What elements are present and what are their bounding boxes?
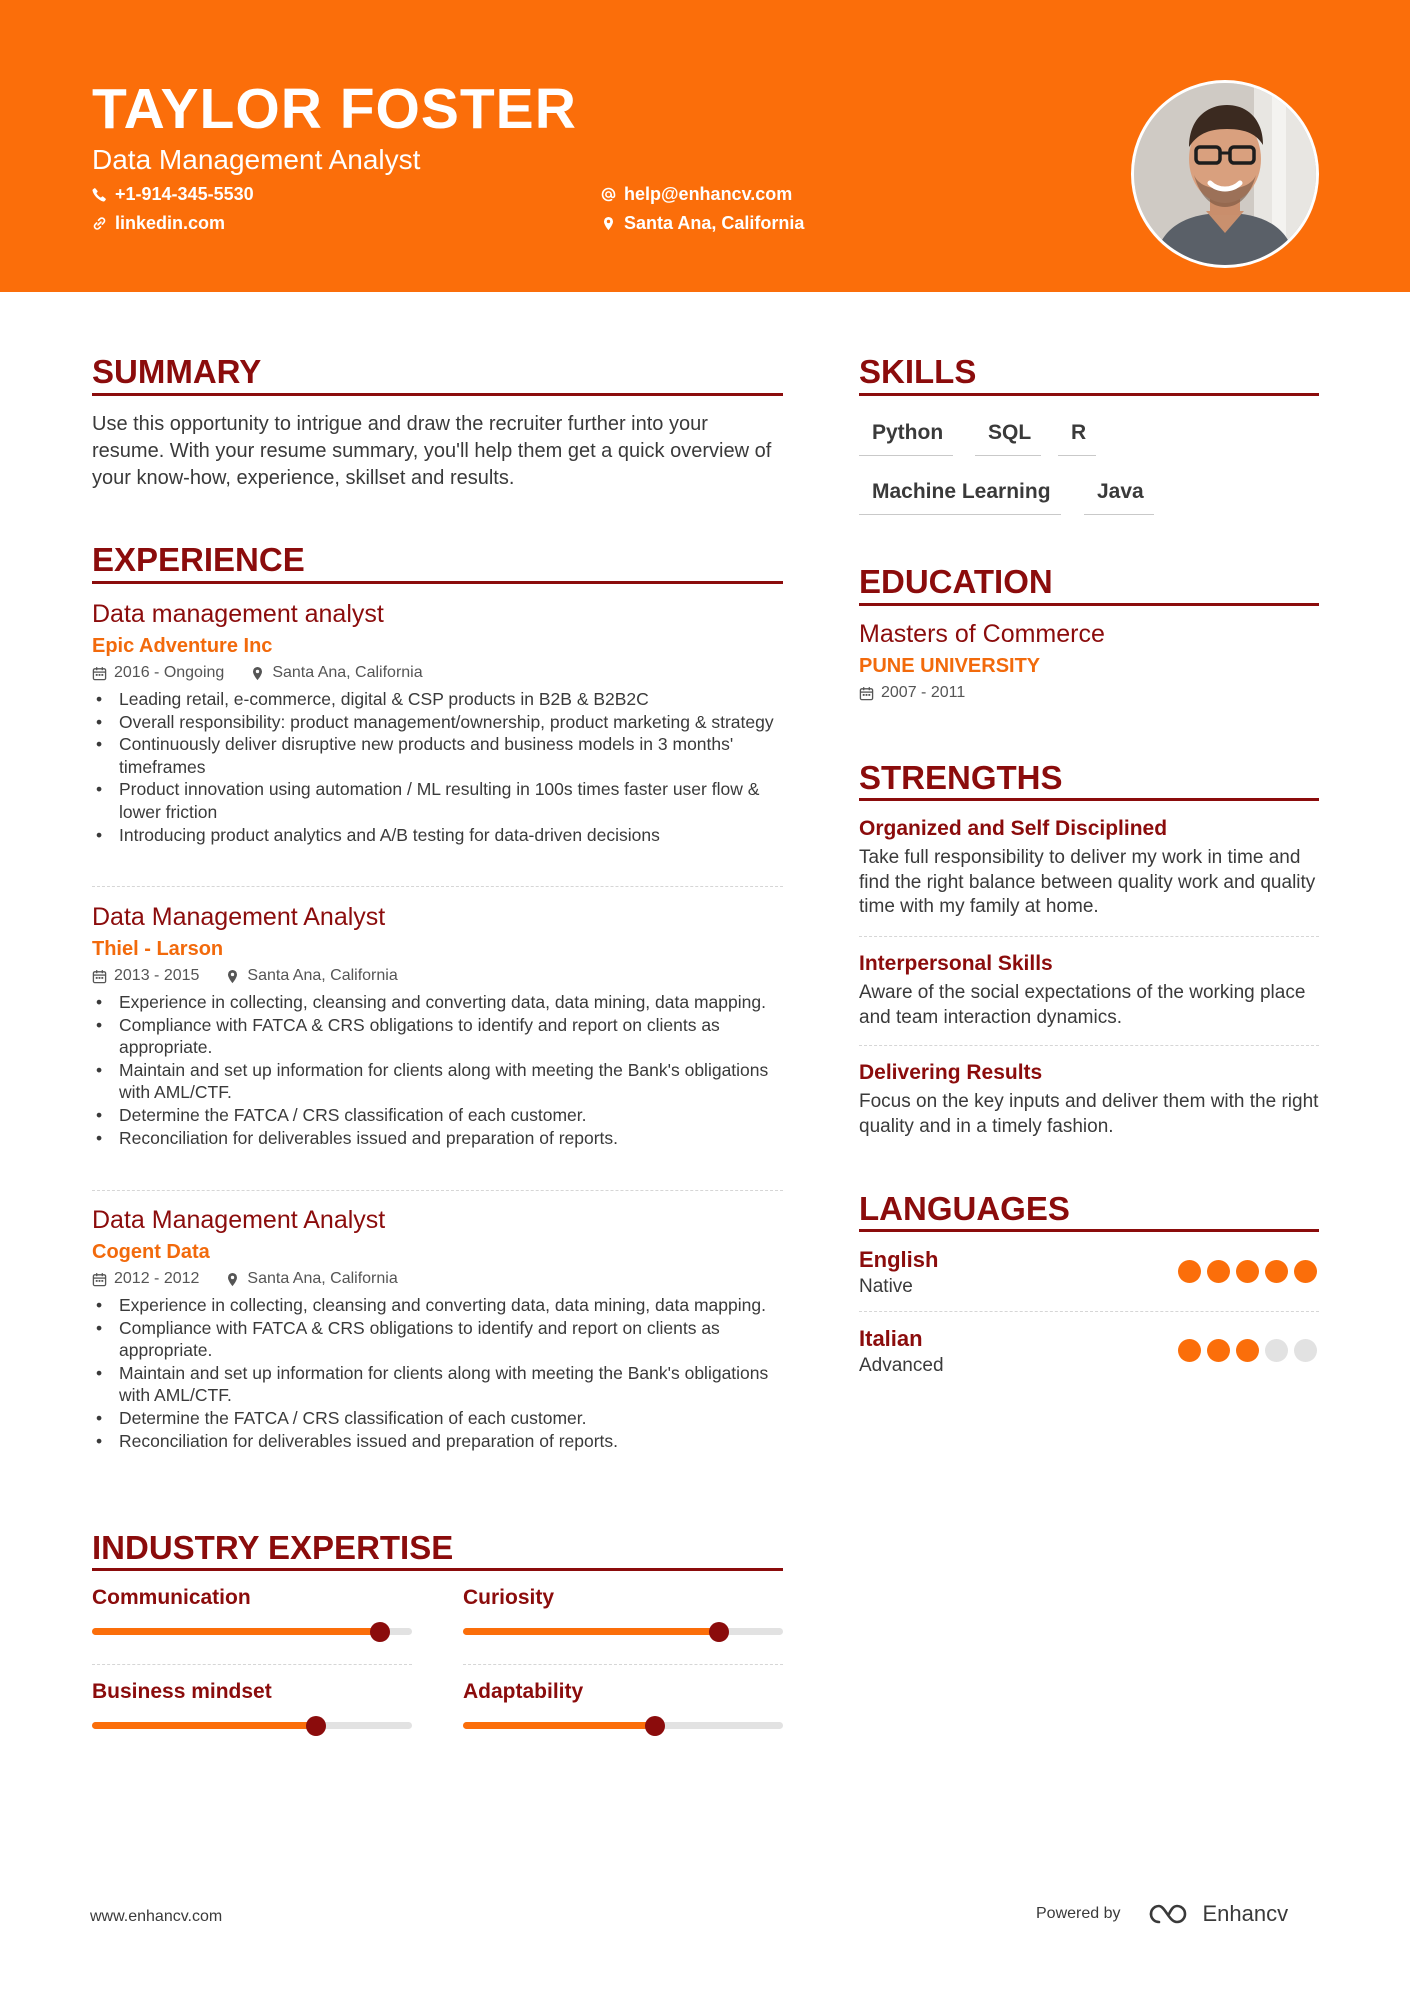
education-heading: EDUCATION bbox=[859, 563, 1053, 600]
rating-dot bbox=[1265, 1339, 1288, 1362]
location-pin-icon bbox=[225, 969, 240, 984]
expertise-bar-knob bbox=[306, 1716, 326, 1736]
rating-dot bbox=[1207, 1339, 1230, 1362]
strength-separator bbox=[859, 936, 1319, 937]
location-pin-icon bbox=[601, 216, 616, 231]
experience-entry bbox=[92, 901, 783, 1149]
education-dates: 2007 - 2011 bbox=[881, 684, 966, 701]
expertise-bar-fill bbox=[92, 1722, 316, 1729]
footer-branding bbox=[1036, 1902, 1288, 1926]
footer-website[interactable]: www.enhancv.com bbox=[90, 1908, 223, 1925]
summary-text: Use this opportunity to intrigue and draw the recruiter further into your resume. With your resume summary, you'll help them get a quick overview of your know-how, experience, skillset and results. bbox=[92, 413, 772, 489]
language-level: Native bbox=[859, 1276, 913, 1297]
expertise-bar bbox=[463, 1722, 783, 1729]
avatar-portrait bbox=[1134, 83, 1316, 265]
location-pin-icon bbox=[250, 666, 265, 681]
expertise-label: Curiosity bbox=[463, 1586, 555, 1609]
expertise-separator bbox=[463, 1664, 783, 1665]
languages-divider bbox=[859, 1229, 1319, 1232]
language-item bbox=[859, 1246, 1319, 1306]
expertise-bar-fill bbox=[463, 1722, 655, 1729]
list-item: • Determine the FATCA / CRS classification of each customer. bbox=[92, 1104, 783, 1127]
header-banner bbox=[0, 0, 1410, 292]
email-address: help@enhancv.com bbox=[624, 184, 793, 204]
job-dates: 2012 - 2012 bbox=[114, 1270, 200, 1287]
job-dates: 2013 - 2015 bbox=[114, 967, 200, 984]
job-title: Data management analyst bbox=[92, 600, 384, 628]
strength-item bbox=[859, 1059, 1319, 1139]
list-item: • Continuously deliver disruptive new products and business models in 3 months' timeframes bbox=[92, 733, 783, 778]
skill-tag: Machine Learning bbox=[859, 478, 1061, 515]
summary-heading: SUMMARY bbox=[92, 353, 262, 390]
experience-entry bbox=[92, 1204, 783, 1452]
location-contact bbox=[601, 211, 804, 235]
rating-dot bbox=[1294, 1260, 1317, 1283]
entry-separator bbox=[92, 886, 783, 887]
list-item: • Experience in collecting, cleansing and converting data, data mining, data mapping. bbox=[92, 1294, 783, 1317]
rating-dot bbox=[1178, 1260, 1201, 1283]
strength-description: Aware of the social expectations of the working place and team interaction dynamics. bbox=[859, 982, 1306, 1028]
phone-number: +1-914-345-5530 bbox=[115, 184, 254, 204]
list-item: • Reconciliation for deliverables issued and preparation of reports. bbox=[92, 1430, 783, 1453]
entry-separator bbox=[92, 1190, 783, 1191]
experience-divider bbox=[92, 581, 783, 584]
strength-item bbox=[859, 950, 1319, 1030]
expertise-label: Adaptability bbox=[463, 1680, 584, 1703]
company-name: Cogent Data bbox=[92, 1241, 210, 1263]
email-contact[interactable] bbox=[601, 182, 792, 206]
company-name: Epic Adventure Inc bbox=[92, 635, 273, 657]
skill-tag: Python bbox=[859, 419, 953, 456]
list-item: • Overall responsibility: product management/ownership, product marketing & strategy bbox=[92, 711, 783, 734]
expertise-bar bbox=[463, 1628, 783, 1635]
list-item: • Determine the FATCA / CRS classification of each customer. bbox=[92, 1407, 783, 1430]
skills-heading: SKILLS bbox=[859, 353, 977, 390]
job-bullets bbox=[92, 1294, 783, 1452]
phone-contact[interactable] bbox=[92, 182, 254, 206]
list-item: • Reconciliation for deliverables issued and preparation of reports. bbox=[92, 1127, 783, 1150]
job-meta bbox=[92, 965, 783, 987]
job-title: Data Management Analyst bbox=[92, 1206, 386, 1234]
summary-divider bbox=[92, 393, 783, 396]
language-rating bbox=[1178, 1260, 1317, 1283]
expertise-bar-knob bbox=[645, 1716, 665, 1736]
list-item: • Compliance with FATCA & CRS obligations to identify and report on clients as appropriate. bbox=[92, 1014, 783, 1059]
language-separator bbox=[859, 1311, 1319, 1312]
rating-dot bbox=[1236, 1260, 1259, 1283]
expertise-bar bbox=[92, 1722, 412, 1729]
list-item: • Leading retail, e-commerce, digital & CSP products in B2B & B2B2C bbox=[92, 688, 783, 711]
job-location: Santa Ana, California bbox=[247, 967, 398, 984]
language-name: English bbox=[859, 1247, 939, 1272]
expertise-bar-knob bbox=[370, 1622, 390, 1642]
language-rating bbox=[1178, 1339, 1317, 1362]
job-meta bbox=[92, 662, 783, 684]
experience-entry bbox=[92, 598, 783, 846]
rating-dot bbox=[1178, 1339, 1201, 1362]
rating-dot bbox=[1294, 1339, 1317, 1362]
skills-divider bbox=[859, 393, 1319, 396]
industry-expertise-divider bbox=[92, 1568, 783, 1571]
enhancv-logo-icon bbox=[1147, 1902, 1193, 1926]
linkedin-link: linkedin.com bbox=[115, 213, 226, 233]
location-pin-icon bbox=[225, 1272, 240, 1287]
calendar-icon bbox=[92, 1272, 107, 1287]
list-item: • Compliance with FATCA & CRS obligations to identify and report on clients as appropriate. bbox=[92, 1317, 783, 1362]
strength-separator bbox=[859, 1045, 1319, 1046]
calendar-icon bbox=[92, 666, 107, 681]
strengths-divider bbox=[859, 798, 1319, 801]
candidate-name: TAYLOR FOSTER bbox=[92, 77, 577, 141]
strengths-heading: STRENGTHS bbox=[859, 759, 1063, 796]
linkedin-contact[interactable] bbox=[92, 211, 225, 235]
powered-by-label: Powered by bbox=[1036, 1905, 1121, 1922]
list-item: • Maintain and set up information for clients along with meeting the Bank's obligations with AML/CTF. bbox=[92, 1362, 783, 1407]
calendar-icon bbox=[92, 969, 107, 984]
expertise-bar-knob bbox=[709, 1622, 729, 1642]
location-text: Santa Ana, California bbox=[624, 213, 805, 233]
skill-tag: Java bbox=[1084, 478, 1154, 515]
expertise-label: Communication bbox=[92, 1586, 251, 1609]
job-bullets bbox=[92, 688, 783, 846]
education-divider bbox=[859, 603, 1319, 606]
school-name: PUNE UNIVERSITY bbox=[859, 655, 1041, 677]
brand-logo[interactable] bbox=[1147, 1902, 1289, 1926]
strength-description: Focus on the key inputs and deliver them with the right quality and in a timely fashion. bbox=[859, 1091, 1319, 1137]
list-item: • Product innovation using automation / ML resulting in 100s times faster user flow & lower friction bbox=[92, 778, 783, 823]
strength-item bbox=[859, 815, 1319, 920]
phone-icon bbox=[92, 187, 107, 202]
job-title: Data Management Analyst bbox=[92, 903, 386, 931]
strength-title: Delivering Results bbox=[859, 1061, 1043, 1084]
language-level: Advanced bbox=[859, 1355, 944, 1376]
expertise-bar-fill bbox=[92, 1628, 380, 1635]
degree-title: Masters of Commerce bbox=[859, 620, 1105, 648]
at-icon bbox=[601, 187, 616, 202]
strength-title: Organized and Self Disciplined bbox=[859, 817, 1168, 840]
candidate-title: Data Management Analyst bbox=[92, 144, 421, 175]
language-name: Italian bbox=[859, 1326, 923, 1351]
rating-dot bbox=[1265, 1260, 1288, 1283]
skill-tag: SQL bbox=[975, 419, 1041, 456]
industry-expertise-heading: INDUSTRY EXPERTISE bbox=[92, 1529, 454, 1566]
expertise-separator bbox=[92, 1664, 412, 1665]
link-icon bbox=[92, 216, 107, 231]
rating-dot bbox=[1236, 1339, 1259, 1362]
profile-photo bbox=[1131, 80, 1319, 268]
job-location: Santa Ana, California bbox=[272, 664, 423, 681]
strength-title: Interpersonal Skills bbox=[859, 952, 1053, 975]
skill-tag: R bbox=[1058, 419, 1096, 456]
expertise-bar-fill bbox=[463, 1628, 719, 1635]
experience-heading: EXPERIENCE bbox=[92, 541, 305, 578]
strength-description: Take full responsibility to deliver my work in time and find the right balance between quality work and quality time with my family at home. bbox=[859, 847, 1316, 917]
brand-name: Enhancv bbox=[1202, 1901, 1289, 1926]
company-name: Thiel - Larson bbox=[92, 938, 224, 960]
list-item: • Experience in collecting, cleansing and converting data, data mining, data mapping. bbox=[92, 991, 783, 1014]
job-dates: 2016 - Ongoing bbox=[114, 664, 225, 681]
languages-heading: LANGUAGES bbox=[859, 1190, 1070, 1227]
job-meta bbox=[92, 1268, 783, 1290]
education-meta bbox=[859, 682, 1319, 704]
expertise-label: Business mindset bbox=[92, 1680, 272, 1703]
job-location: Santa Ana, California bbox=[247, 1270, 398, 1287]
list-item: • Introducing product analytics and A/B testing for data-driven decisions bbox=[92, 824, 783, 847]
calendar-icon bbox=[859, 686, 874, 701]
job-bullets bbox=[92, 991, 783, 1149]
list-item: • Maintain and set up information for clients along with meeting the Bank's obligations with AML/CTF. bbox=[92, 1059, 783, 1104]
rating-dot bbox=[1207, 1260, 1230, 1283]
language-item bbox=[859, 1325, 1319, 1385]
education-entry bbox=[859, 618, 1319, 704]
expertise-bar bbox=[92, 1628, 412, 1635]
